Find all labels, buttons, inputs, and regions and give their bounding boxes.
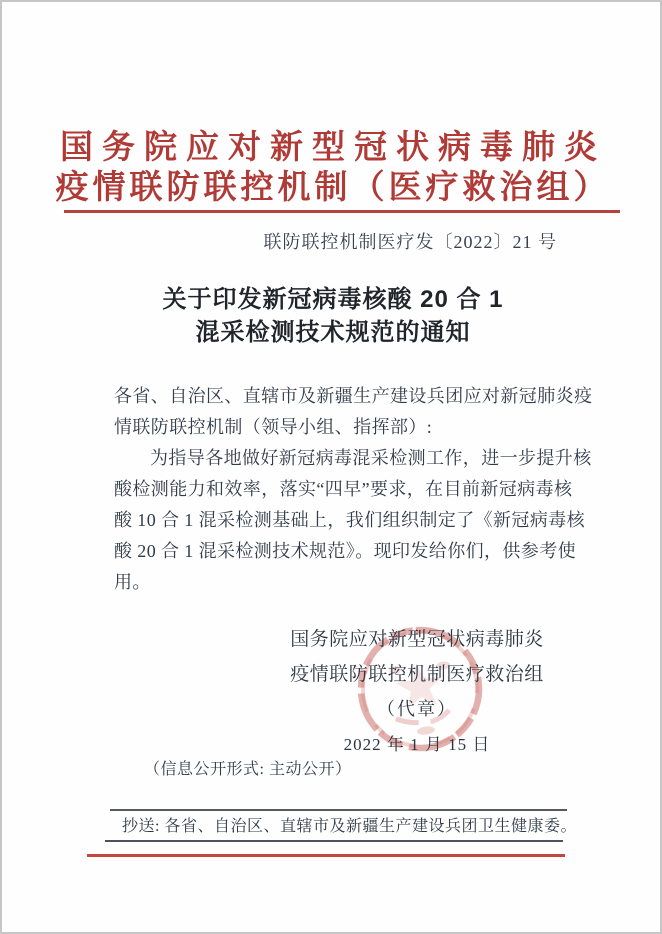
signature-seal-note: （代章） — [377, 699, 457, 719]
document-title-line2: 混采检测技术规范的通知 — [195, 319, 471, 346]
signature-org-line1: 国务院应对新型冠状病毒肺炎 — [290, 629, 544, 650]
disclosure-note: （信息公开形式: 主动公开） — [144, 761, 352, 778]
document-body — [114, 381, 604, 598]
document-number: 联防联控机制医疗发〔2022〕21 号 — [263, 232, 557, 252]
letterhead-divider — [64, 210, 620, 213]
signature-block — [282, 622, 552, 762]
cc-line: 抄送: 各省、自治区、直辖市及新疆生产建设兵团卫生健康委。 — [122, 818, 577, 835]
document-title — [2, 283, 662, 349]
body-line: 酸检测能力和效率，落实“四早”要求，在目前新冠病毒核 — [114, 479, 573, 499]
cc-divider-top — [110, 809, 567, 811]
document-title-line1: 关于印发新冠病毒核酸 20 合 1 — [162, 286, 504, 313]
body-line: 各省、自治区、直辖市及新疆生产建设兵团应对新冠肺炎疫 — [114, 386, 593, 406]
letterhead — [2, 128, 662, 208]
body-line: 酸 20 合 1 混采检测技术规范》。现印发给你们，供参考使用。 — [114, 541, 576, 592]
letterhead-line2: 疫情联防联控机制（医疗救治组） — [55, 170, 611, 206]
body-line: 酸 10 合 1 混采检测基础上，我们组织制定了《新冠病毒核 — [114, 510, 585, 530]
letterhead-line1: 国务院应对新型冠状病毒肺炎 — [60, 130, 606, 166]
body-line: 情联防联控机制（领导小组、指挥部）: — [114, 417, 433, 437]
bottom-red-divider — [87, 854, 565, 857]
body-line: 为指导各地做好新冠病毒混采检测工作，进一步提升核 — [150, 448, 592, 468]
signature-org-line2: 疫情联防联控机制医疗救治组 — [290, 664, 544, 685]
signature-date: 2022 年 1 月 15 日 — [343, 735, 491, 754]
cc-divider-bottom — [105, 840, 563, 842]
